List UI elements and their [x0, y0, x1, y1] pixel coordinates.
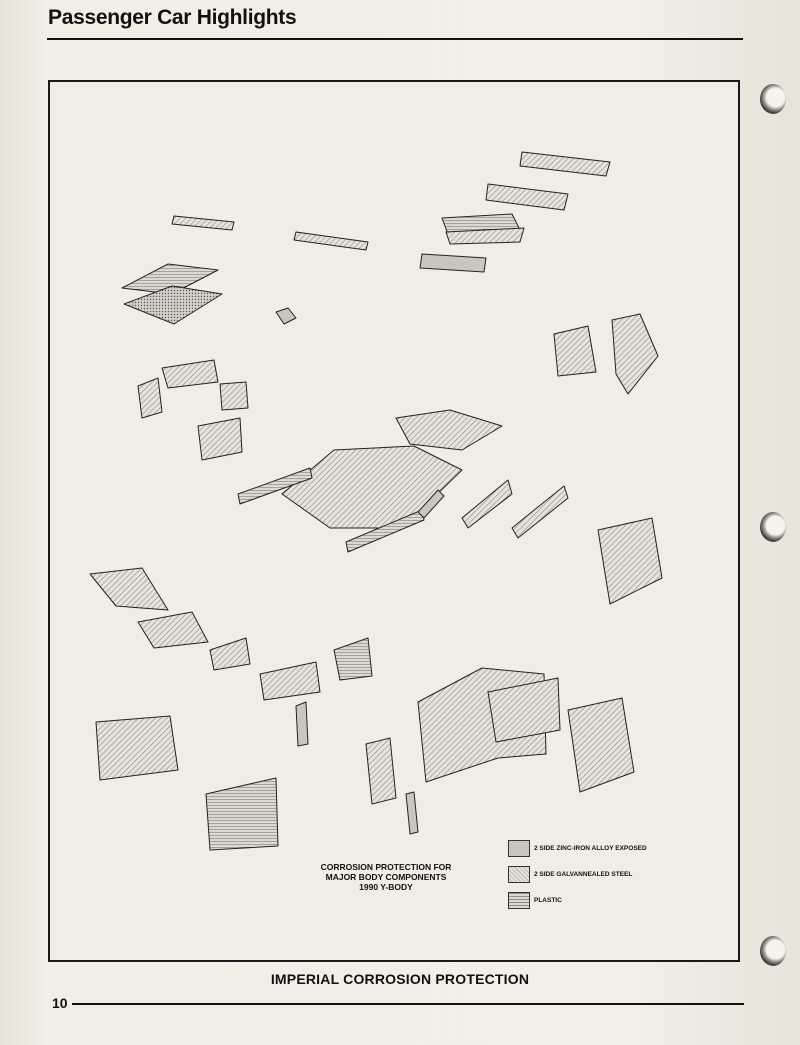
caption-line: 1990 Y-BODY	[359, 882, 413, 892]
page-title: Passenger Car Highlights	[48, 6, 297, 29]
legend-label: 2 SIDE GALVANNEALED STEEL	[534, 870, 633, 878]
galvannealed-swatch	[508, 866, 530, 883]
front-door-assembly	[598, 518, 662, 604]
front-end-panel	[96, 716, 178, 780]
material-legend	[508, 838, 708, 916]
shock-tower	[162, 360, 218, 388]
battery-tray	[220, 382, 248, 410]
rear-quarter-outer	[612, 314, 658, 394]
binder-hole	[760, 512, 786, 542]
diagram-caption	[286, 862, 486, 892]
binder-hole	[760, 84, 786, 114]
rear-valance	[420, 254, 486, 272]
rear-crossmember	[486, 184, 568, 210]
rear-quarter-inner	[554, 326, 596, 376]
exploded-body-panels-illustration	[50, 82, 738, 960]
front-rail-lower	[138, 612, 208, 648]
exploded-body-diagram-frame	[48, 80, 740, 962]
section-title: IMPERIAL CORROSION PROTECTION	[270, 971, 530, 987]
rear-door-assembly	[568, 698, 634, 792]
front-rail-assembly	[90, 568, 168, 610]
plastic-swatch	[508, 892, 530, 909]
cowl-panel	[172, 216, 234, 230]
rear-floor-pan	[396, 410, 502, 450]
page-number: 10	[52, 995, 68, 1011]
rear-header-panel	[520, 152, 610, 176]
legend-label: 2 SIDE ZINC-IRON ALLOY EXPOSED	[534, 844, 647, 852]
legend-item-plastic	[508, 890, 708, 910]
front-rail-left	[138, 378, 162, 418]
rear-rail-right	[512, 486, 568, 538]
a-pillar	[366, 738, 396, 804]
front-floor-pan	[282, 446, 462, 528]
hood-hinge	[276, 308, 296, 324]
hood-inner	[124, 286, 222, 324]
radiator-support	[260, 662, 320, 700]
windshield-header	[294, 232, 368, 250]
fender-bracket	[296, 702, 308, 746]
caption-line: MAJOR BODY COMPONENTS	[325, 872, 447, 882]
dash-panel	[198, 418, 242, 460]
rear-rail	[462, 480, 512, 528]
b-pillar	[406, 792, 418, 834]
legend-item-galvannealed	[508, 864, 708, 884]
header-rule	[47, 38, 743, 40]
legend-item-zinc-iron	[508, 838, 708, 858]
binder-hole	[760, 936, 786, 966]
footer-rule	[72, 1003, 744, 1005]
legend-label: PLASTIC	[534, 896, 562, 904]
caption-line: CORROSION PROTECTION FOR	[320, 862, 452, 872]
front-fender-inner	[334, 638, 372, 680]
front-fender	[206, 778, 278, 850]
zinc-iron-swatch	[508, 840, 530, 857]
apron	[210, 638, 250, 670]
